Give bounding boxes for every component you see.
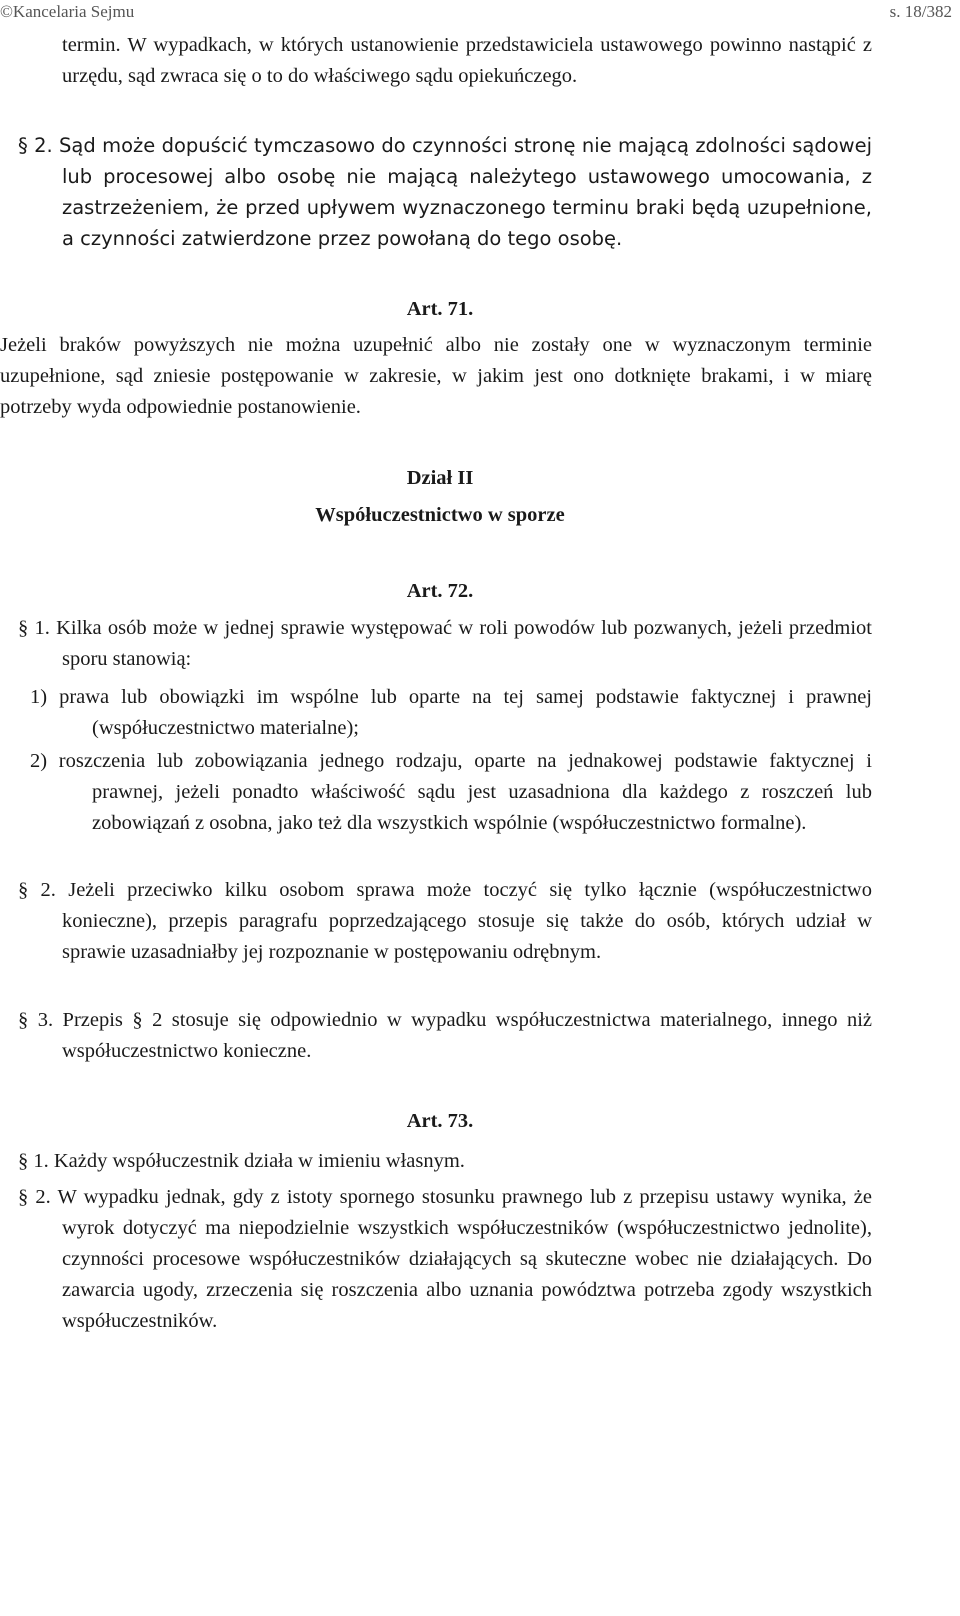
art72-par1-text: § 1. Kilka osób może w jednej sprawie występować w roli powodów lub pozwanych, jeżeli przedmiot sporu stanowią:: [18, 617, 872, 670]
art72-item1: [0, 682, 960, 744]
art72-par2-text: § 2. Jeżeli przeciwko kilku osobom sprawa może toczyć się tylko łącznie (współuczestnictwo konieczne), przepis paragrafu poprzedzającego stosuje się także do osób, których udział w sprawie uzasadniałby jej rozpoznanie w postępowaniu odrębnym.: [18, 879, 872, 963]
art70-par2-text: § 2. Sąd może dopuścić tymczasowo do czynności stronę nie mającą zdolności sądowej lub procesowej albo osobę nie mającą należytego ustawowego umocowania, z zastrzeżeniem, że przed upływem wyznaczonego terminu braki będą uzupełnione, a czynności zatwierdzone przez powołaną do tego osobę.: [18, 134, 872, 250]
art72-item2: [0, 746, 960, 839]
division-number: Dział II: [406, 467, 474, 489]
art70-par2: [0, 130, 960, 254]
art72-item2-text: 2) roszczenia lub zobowiązania jednego rodzaju, oparte na jednakowej podstawie faktycznej i prawnej, jeżeli ponadto właściwość sądu jest uzasadniona dla każdego z roszczeń lub zobowiązań z osobna, jako też dla wszystkich wspólnie (współuczestnictwo formalne).: [30, 750, 872, 834]
art72-item1-text: 1) prawa lub obowiązki im wspólne lub oparte na tej samej podstawie faktycznej i prawnej (współuczestnictwo materialne);: [30, 686, 872, 739]
art72-par1: [0, 613, 960, 675]
continuation-text: termin. W wypadkach, w których ustanowienie przedstawiciela ustawowego powinno nastąpić z urzędu, sąd zwraca się o to do właściwego sądu opiekuńczego.: [62, 34, 872, 87]
continuation-paragraph: [0, 30, 960, 92]
art72-par3-text: § 3. Przepis § 2 stosuje się odpowiednio w wypadku współuczestnictwa materialnego, innego niż współuczestnictwo konieczne.: [18, 1009, 872, 1062]
art73-par2: [0, 1182, 960, 1337]
art73-par1: [0, 1146, 960, 1177]
header-page-number: s. 18/382: [889, 2, 952, 21]
art73-title: Art. 73.: [406, 1110, 474, 1132]
art72-par2: [0, 875, 960, 968]
art72-title: Art. 72.: [406, 580, 474, 602]
art73-par1-text: § 1. Każdy współuczestnik działa w imieniu własnym.: [18, 1150, 465, 1172]
art72-par3: [0, 1005, 960, 1067]
division-name: Współuczestnictwo w sporze: [315, 504, 565, 526]
header-publisher: ©Kancelaria Sejmu: [0, 2, 135, 21]
art71-title: Art. 71.: [406, 298, 474, 320]
art73-par2-text: § 2. W wypadku jednak, gdy z istoty spornego stosunku prawnego lub z przepisu ustawy wynika, że wyrok dotyczyć ma niepodzielnie wszystkich współuczestników (współuczestnictwo jednolite), czynności procesowe współuczestników działających są skuteczne wobec nie działających. Do zawarcia ugody, zrzeczenia się roszczenia albo uznania powództwa potrzeba zgody wszystkich współuczestników.: [18, 1186, 872, 1332]
art71-body: [0, 330, 960, 423]
art71-text: Jeżeli braków powyższych nie można uzupełnić albo nie zostały one w wyznaczonym terminie uzupełnione, sąd zniesie postępowanie w zakresie, w jakim jest ono dotknięte brakami, i w miarę potrzeby wyda odpowiednie postanowienie.: [0, 334, 872, 418]
